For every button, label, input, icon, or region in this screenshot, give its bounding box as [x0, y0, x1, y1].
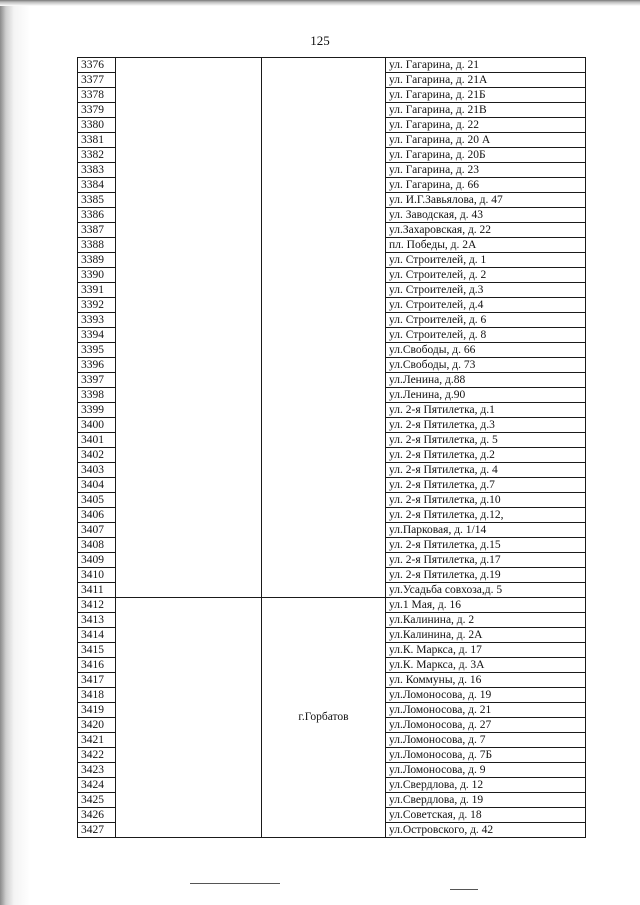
row-number: 3426 — [78, 808, 116, 823]
address-cell: ул. Гагарина, д. 21Б — [386, 88, 586, 103]
address-cell: ул.Калинина, д. 2 — [386, 613, 586, 628]
address-cell: ул. Строителей, д. 1 — [386, 253, 586, 268]
row-number: 3377 — [78, 73, 116, 88]
page-number: 125 — [310, 33, 330, 48]
row-number: 3411 — [78, 583, 116, 598]
address-table — [77, 57, 586, 838]
row-number: 3398 — [78, 388, 116, 403]
row-number: 3395 — [78, 343, 116, 358]
address-cell: ул. Строителей, д.4 — [386, 298, 586, 313]
row-number: 3380 — [78, 118, 116, 133]
address-cell: ул.Ломоносова, д. 7Б — [386, 748, 586, 763]
row-number: 3396 — [78, 358, 116, 373]
row-number: 3425 — [78, 793, 116, 808]
row-number: 3424 — [78, 778, 116, 793]
address-cell: ул.Ломоносова, д. 27 — [386, 718, 586, 733]
address-cell: ул.Свободы, д. 66 — [386, 343, 586, 358]
row-number: 3402 — [78, 448, 116, 463]
row-number: 3417 — [78, 673, 116, 688]
row-number: 3418 — [78, 688, 116, 703]
row-number: 3409 — [78, 553, 116, 568]
row-number: 3412 — [78, 598, 116, 613]
address-cell: ул. Гагарина, д. 20 А — [386, 133, 586, 148]
address-cell: ул.Ломоносова, д. 19 — [386, 688, 586, 703]
address-cell: ул. 2-я Пятилетка, д. 4 — [386, 463, 586, 478]
row-number: 3399 — [78, 403, 116, 418]
address-cell: ул.Ломоносова, д. 9 — [386, 763, 586, 778]
address-cell: ул.Островского, д. 42 — [386, 823, 586, 838]
address-cell: ул. 2-я Пятилетка, д.7 — [386, 478, 586, 493]
address-cell: ул. Гагарина, д. 23 — [386, 163, 586, 178]
address-cell: ул.Парковая, д. 1/14 — [386, 523, 586, 538]
address-cell: ул.Ленина, д.90 — [386, 388, 586, 403]
row-number: 3382 — [78, 148, 116, 163]
address-cell: ул. 2-я Пятилетка, д.1 — [386, 403, 586, 418]
row-number: 3416 — [78, 658, 116, 673]
scan-edge-shadow — [0, 0, 30, 905]
empty-cell — [116, 598, 262, 838]
row-number: 3410 — [78, 568, 116, 583]
row-number: 3403 — [78, 463, 116, 478]
address-cell: ул.К. Маркса, д. 17 — [386, 643, 586, 658]
row-number: 3376 — [78, 58, 116, 73]
scan-top-shadow — [0, 0, 640, 6]
row-number: 3421 — [78, 733, 116, 748]
row-number: 3419 — [78, 703, 116, 718]
row-number: 3390 — [78, 268, 116, 283]
row-number: 3389 — [78, 253, 116, 268]
address-cell: ул.Усадьба совхоза,д. 5 — [386, 583, 586, 598]
row-number: 3400 — [78, 418, 116, 433]
row-number: 3407 — [78, 523, 116, 538]
address-cell: ул. 2-я Пятилетка, д.2 — [386, 448, 586, 463]
row-number: 3414 — [78, 628, 116, 643]
address-cell: ул. 2-я Пятилетка, д.17 — [386, 553, 586, 568]
row-number: 3391 — [78, 283, 116, 298]
address-cell: ул. Гагарина, д. 66 — [386, 178, 586, 193]
address-cell: ул.Свободы, д. 73 — [386, 358, 586, 373]
row-number: 3379 — [78, 103, 116, 118]
address-cell: ул. Строителей, д.3 — [386, 283, 586, 298]
address-cell: ул. Строителей, д. 8 — [386, 328, 586, 343]
locality-cell: г.Горбатов — [262, 598, 386, 838]
row-number: 3427 — [78, 823, 116, 838]
row-number: 3423 — [78, 763, 116, 778]
row-number: 3404 — [78, 478, 116, 493]
address-cell: ул.Ленина, д.88 — [386, 373, 586, 388]
address-cell: ул. Гагарина, д. 21В — [386, 103, 586, 118]
row-number: 3394 — [78, 328, 116, 343]
address-cell: ул. 2-я Пятилетка, д.12, — [386, 508, 586, 523]
address-cell: ул. Гагарина, д. 22 — [386, 118, 586, 133]
address-cell: ул. Гагарина, д. 20Б — [386, 148, 586, 163]
row-number: 3413 — [78, 613, 116, 628]
row-number: 3388 — [78, 238, 116, 253]
row-number: 3385 — [78, 193, 116, 208]
row-number: 3393 — [78, 313, 116, 328]
address-cell: ул.Ломоносова, д. 7 — [386, 733, 586, 748]
address-cell: ул.Свердлова, д. 19 — [386, 793, 586, 808]
address-cell: ул. Заводская, д. 43 — [386, 208, 586, 223]
address-cell: ул. Коммуны, д. 16 — [386, 673, 586, 688]
table-row — [78, 58, 586, 73]
row-number: 3397 — [78, 373, 116, 388]
row-number: 3405 — [78, 493, 116, 508]
empty-cell — [116, 58, 262, 598]
scan-mark — [450, 889, 478, 890]
row-number: 3392 — [78, 298, 116, 313]
address-cell: ул. 2-я Пятилетка, д.15 — [386, 538, 586, 553]
row-number: 3378 — [78, 88, 116, 103]
address-cell: ул.Свердлова, д. 12 — [386, 778, 586, 793]
row-number: 3422 — [78, 748, 116, 763]
row-number: 3401 — [78, 433, 116, 448]
row-number: 3384 — [78, 178, 116, 193]
row-number: 3381 — [78, 133, 116, 148]
address-cell: ул. 2-я Пятилетка, д. 5 — [386, 433, 586, 448]
address-cell: ул. 2-я Пятилетка, д.19 — [386, 568, 586, 583]
row-number: 3383 — [78, 163, 116, 178]
scan-mark — [190, 883, 280, 884]
address-cell: ул.Ломоносова, д. 21 — [386, 703, 586, 718]
address-cell: ул.Калинина, д. 2А — [386, 628, 586, 643]
address-cell: ул. Строителей, д. 6 — [386, 313, 586, 328]
address-cell: ул. 2-я Пятилетка, д.3 — [386, 418, 586, 433]
address-cell: ул.К. Маркса, д. 3А — [386, 658, 586, 673]
address-cell: ул. И.Г.Завьялова, д. 47 — [386, 193, 586, 208]
row-number: 3387 — [78, 223, 116, 238]
row-number: 3408 — [78, 538, 116, 553]
address-cell: пл. Победы, д. 2А — [386, 238, 586, 253]
row-number: 3406 — [78, 508, 116, 523]
address-cell: ул. Гагарина, д. 21А — [386, 73, 586, 88]
address-cell: ул. 2-я Пятилетка, д.10 — [386, 493, 586, 508]
address-cell: ул.Захаровская, д. 22 — [386, 223, 586, 238]
table-row — [78, 598, 586, 613]
address-cell: ул. Гагарина, д. 21 — [386, 58, 586, 73]
address-cell: ул. Строителей, д. 2 — [386, 268, 586, 283]
address-cell: ул.1 Мая, д. 16 — [386, 598, 586, 613]
row-number: 3386 — [78, 208, 116, 223]
address-cell: ул.Советская, д. 18 — [386, 808, 586, 823]
row-number: 3420 — [78, 718, 116, 733]
row-number: 3415 — [78, 643, 116, 658]
empty-locality-cell — [262, 58, 386, 598]
